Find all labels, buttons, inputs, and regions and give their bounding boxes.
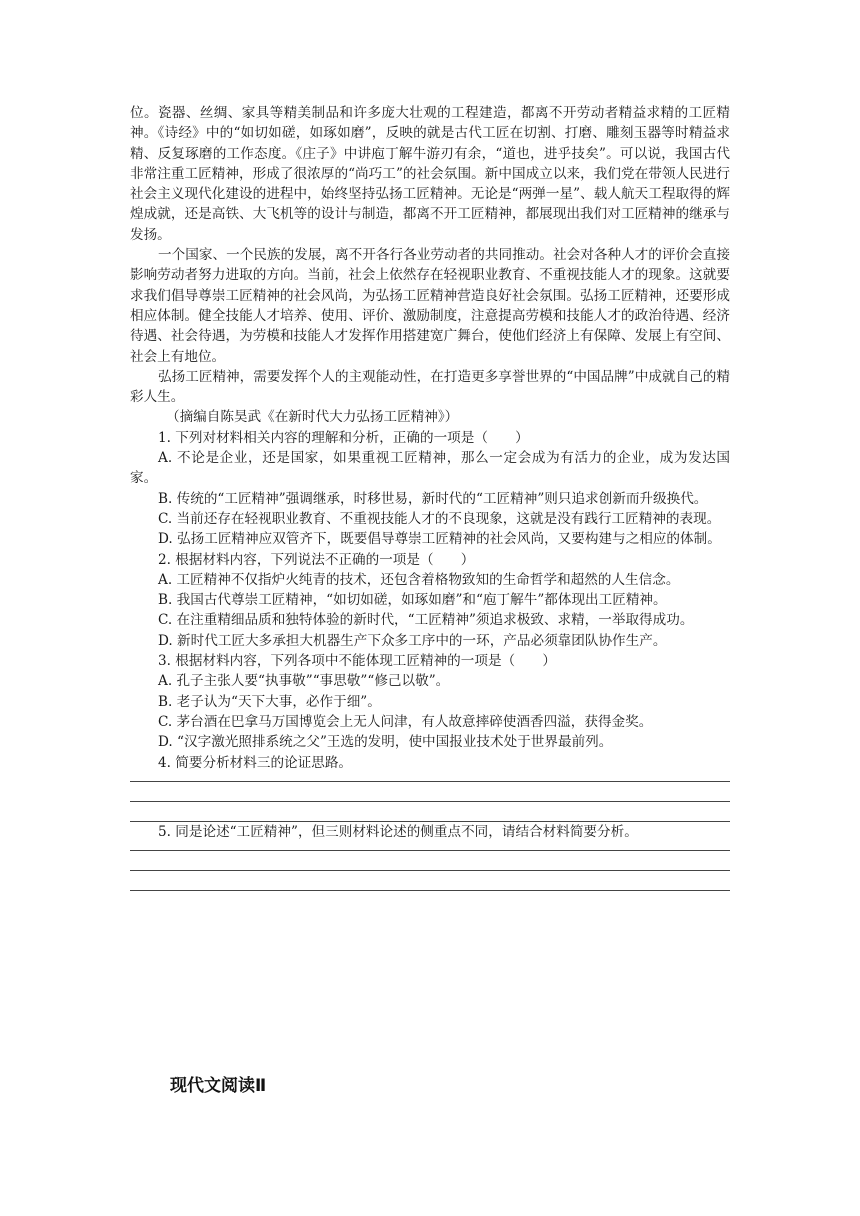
passage-paragraph-1: 位。瓷器、丝绸、家具等精美制品和许多庞大壮观的工程建造，都离不开劳动者精益求精的工匠精神。《诗经》中的“如切如磋，如琢如磨”，反映的就是古代工匠在切割、打磨、雕刻玉器等时精益求精、反复琢磨的工作态度。《庄子》中讲庖丁解牛游刃有余，“道也，进乎技矣”。可以说，我国古代非常注重工匠精神，形成了很浓厚的“尚巧工”的社会氛围。新中国成立以来，我们党在带领人民进行社会主义现代化建设的进程中，始终坚持弘扬工匠精神。无论是“两弹一星”、载人航天工程取得的辉煌成就，还是高铁、大飞机等的设计与制造，都离不开工匠精神，都展现出我们对工匠精神的继承与发扬。	[130, 105, 730, 243]
answer-line	[130, 890, 730, 891]
question-1-stem: 1. 下列对材料相关内容的理解和分析，正确的一项是（ ）	[158, 429, 529, 446]
question-4-stem: 4. 简要分析材料三的论证思路。	[158, 754, 353, 771]
question-4-answer-lines	[130, 781, 730, 822]
question-5-stem: 5. 同是论述“工匠精神”，但三则材料论述的侧重点不同，请结合材料简要分析。	[158, 823, 638, 840]
passage-paragraph-3: 弘扬工匠精神，需要发挥个人的主观能动性，在打造更多享誉世界的“中国品牌”中成就自己的精彩人生。	[130, 368, 730, 406]
answer-line	[130, 870, 730, 871]
section-heading: 现代文阅读Ⅱ	[170, 1076, 267, 1096]
passage-source: （摘编自陈昊武《在新时代大力弘扬工匠精神》）	[166, 409, 459, 426]
question-1-option-c: C. 当前还存在轻视职业教育、不重视技能人才的不良现象，这就是没有践行工匠精神的表现。	[158, 510, 721, 527]
question-3-option-b: B. 老子认为“天下大事，必作于细”。	[158, 693, 381, 710]
answer-line	[130, 781, 730, 782]
passage-paragraph-2: 一个国家、一个民族的发展，离不开各行各业劳动者的共同推动。社会对各种人才的评价会直接影响劳动者努力进取的方向。当前，社会上依然存在轻视职业教育、不重视技能人才的现象。这就要求我们倡导尊崇工匠精神的社会风尚，为弘扬工匠精神营造良好社会氛围。弘扬工匠精神，还要形成相应体制。健全技能人才培养、使用、评价、激励制度，注意提高劳模和技能人才的政治待遇、经济待遇、社会待遇，为劳模和技能人才发挥作用搭建宽广舞台，使他们经济上有保障、发展上有空间、社会上有地位。	[130, 247, 730, 365]
question-2-option-d: D. 新时代工匠大多承担大机器生产下众多工序中的一环，产品必须靠团队协作生产。	[158, 632, 667, 649]
question-1-option-b: B. 传统的“工匠精神”强调继承，时移世易，新时代的“工匠精神”则只追求创新而升级换代。	[158, 490, 708, 507]
question-2-option-c: C. 在注重精细品质和独特体验的新时代，“工匠精神”须追求极致、求精，一举取得成功。	[158, 612, 694, 629]
question-2-option-b: B. 我国古代尊崇工匠精神，“如切如磋，如琢如磨”和“庖丁解牛”都体现出工匠精神。	[158, 592, 667, 609]
question-3-stem: 3. 根据材料内容，下列各项中不能体现工匠精神的一项是（ ）	[158, 653, 556, 670]
question-3-option-a: A. 孔子主张人要“执事敬”“事思敬”“修己以敬”。	[158, 673, 450, 690]
question-2-option-a: A. 工匠精神不仅指炉火纯青的技术，还包含着格物致知的生命哲学和超然的人生信念。	[158, 571, 680, 588]
document-body	[130, 103, 730, 891]
question-1-option-d: D. 弘扬工匠精神应双管齐下，既要倡导尊崇工匠精神的社会风尚，又要构建与之相应的体制。	[158, 531, 721, 548]
question-3-option-d: D. “汉字激光照排系统之父”王选的发明，使中国报业技术处于世界最前列。	[158, 734, 613, 751]
question-3-option-c: C. 茅台酒在巴拿马万国博览会上无人问津，有人故意摔碎使酒香四溢，获得金奖。	[158, 713, 653, 730]
question-2-stem: 2. 根据材料内容，下列说法不正确的一项是（ ）	[158, 551, 475, 568]
answer-line	[130, 801, 730, 802]
question-1-option-a: A. 不论是企业，还是国家，如果重视工匠精神，那么一定会成为有活力的企业，成为发达国家。	[130, 450, 730, 487]
answer-line	[130, 850, 730, 851]
question-5-answer-lines	[130, 850, 730, 891]
